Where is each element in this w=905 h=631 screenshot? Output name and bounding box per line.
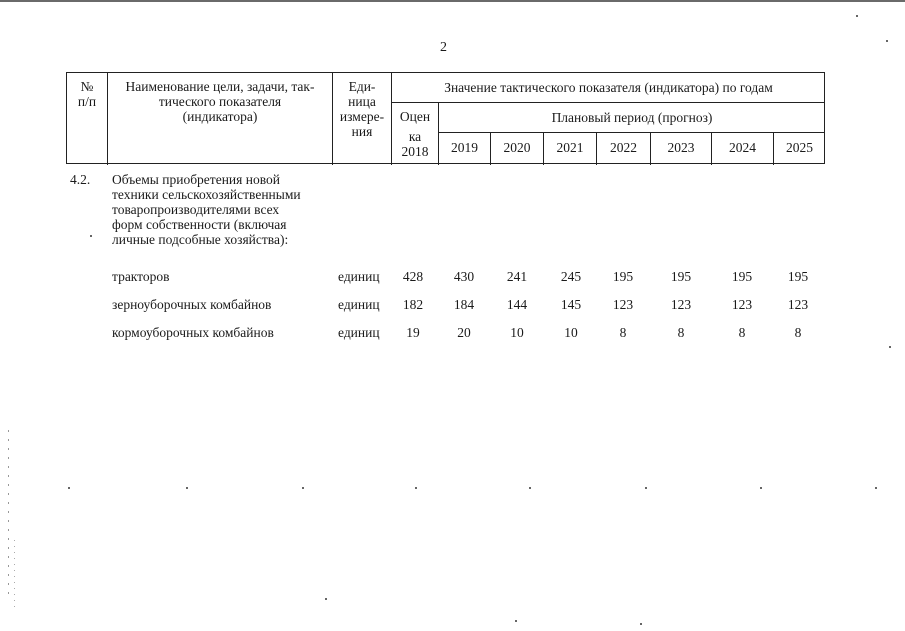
row-value: 8 <box>738 325 746 340</box>
row-value: 10 <box>564 325 578 340</box>
row-value: 430 <box>453 269 475 284</box>
table-header <box>66 72 825 164</box>
row-value: 184 <box>453 297 475 312</box>
header-year: 2023 <box>667 140 695 155</box>
header-plan-period: Плановый период (прогноз) <box>551 110 713 125</box>
header-year: 2020 <box>503 140 531 155</box>
row-value: 428 <box>402 269 424 284</box>
scan-speck <box>186 487 188 489</box>
header-year: 2022 <box>610 140 637 155</box>
scan-speck <box>640 623 642 625</box>
page-top-edge <box>0 0 905 2</box>
header-unit: Еди- ница измере- ния <box>339 79 385 139</box>
row-divider <box>391 102 825 103</box>
row-value: 195 <box>670 269 692 284</box>
scan-speck <box>515 620 517 622</box>
scan-speck <box>302 487 304 489</box>
scan-speck <box>856 15 858 17</box>
row-name: кормоуборочных комбайнов <box>112 325 274 340</box>
row-value: 8 <box>677 325 685 340</box>
row-value: 8 <box>619 325 627 340</box>
scan-edge-marks <box>14 540 15 610</box>
row-value: 182 <box>402 297 424 312</box>
row-value: 10 <box>510 325 524 340</box>
scan-speck <box>875 487 877 489</box>
header-estimate: Оцен ка 2018 <box>399 109 431 159</box>
section-number: 4.2. <box>70 172 91 187</box>
row-value: 20 <box>457 325 471 340</box>
row-unit: единиц <box>338 269 380 284</box>
row-value: 123 <box>612 297 634 312</box>
row-value: 195 <box>612 269 634 284</box>
scan-speck <box>760 487 762 489</box>
row-name: зерноуборочных комбайнов <box>112 297 272 312</box>
row-unit: единиц <box>338 325 380 340</box>
scan-speck <box>415 487 417 489</box>
row-value: 123 <box>787 297 809 312</box>
scan-speck <box>529 487 531 489</box>
header-year: 2025 <box>786 140 813 155</box>
scan-speck <box>645 487 647 489</box>
scan-speck <box>325 598 327 600</box>
scan-speck <box>889 346 891 348</box>
row-name: тракторов <box>112 269 170 284</box>
row-value: 19 <box>406 325 420 340</box>
row-value: 144 <box>506 297 528 312</box>
col-divider <box>107 73 108 165</box>
scan-speck <box>90 235 92 237</box>
page-number: 2 <box>440 40 447 55</box>
row-value: 145 <box>560 297 582 312</box>
header-year: 2021 <box>556 140 584 155</box>
header-year: 2019 <box>451 140 478 155</box>
header-year: 2024 <box>729 140 756 155</box>
section-title: Объемы приобретения новой техники сельскохозяйственными товаропроизводителями всех форм собственности (включая личные подсобные хозяйства): <box>112 172 301 247</box>
row-value: 241 <box>506 269 528 284</box>
header-num: № п/п <box>77 79 97 109</box>
row-value: 245 <box>560 269 582 284</box>
row-value: 8 <box>794 325 802 340</box>
header-values-title: Значение тактического показателя (индикатора) по годам <box>444 80 773 95</box>
row-divider <box>438 132 825 133</box>
header-name: Наименование цели, задачи, так- тического показателя (индикатора) <box>125 79 315 124</box>
row-value: 195 <box>731 269 753 284</box>
scan-speck <box>886 40 888 42</box>
row-value: 195 <box>787 269 809 284</box>
row-value: 123 <box>670 297 692 312</box>
row-value: 123 <box>731 297 753 312</box>
scan-speck <box>68 487 70 489</box>
scan-edge-marks <box>8 430 9 600</box>
row-unit: единиц <box>338 297 380 312</box>
